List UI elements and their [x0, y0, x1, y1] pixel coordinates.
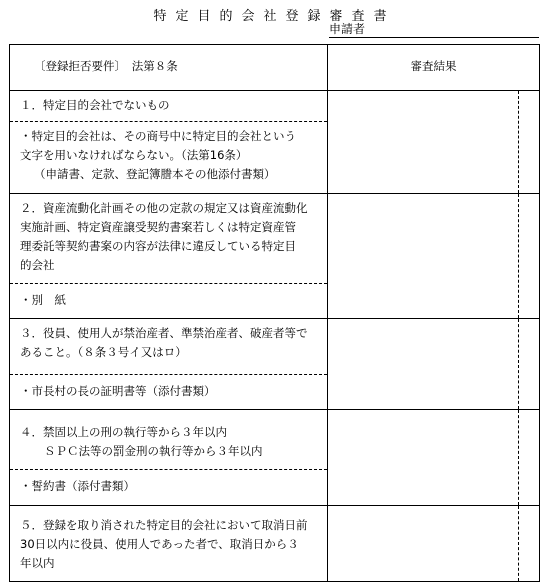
item-5-line-1: ５．登録を取り消された特定目的会社において取消日前	[20, 518, 308, 532]
requirement-row-5	[10, 506, 539, 581]
item-4-sub-line-1: ・誓約書（添付書類）	[20, 479, 135, 493]
applicant-label: 申請者	[329, 22, 539, 38]
item-4-line-1: ４．禁固以上の刑の執行等から３年以内	[20, 425, 227, 439]
table-header-row	[10, 45, 539, 91]
item-1-sub-line-1: ・特定目的会社は、その商号中に特定目的会社という	[20, 129, 296, 143]
row-divider	[10, 374, 327, 375]
item-2-line-4: 的会社	[20, 258, 55, 272]
item-2-line-1: ２．資産流動化計画その他の定款の規定又は資産流動化	[20, 201, 308, 215]
requirement-row-3	[10, 319, 539, 410]
item-1-line-1: １．特定目的会社でないもの	[20, 98, 170, 112]
item-2-line-2: 実施計画、特定資産譲受契約書案若しくは特定資産管	[20, 220, 296, 234]
item-4-line-2: ＳＰＣ法等の罰金刑の執行等から３年以内	[44, 444, 263, 458]
item-2-line-3: 理委託等契約書案の内容が法律に違反している特定目	[20, 239, 296, 253]
item-1-sub-line-2: 文字を用いなければならない。（法第16条）	[20, 148, 248, 162]
requirement-row-1	[10, 91, 539, 194]
row-divider	[10, 121, 327, 122]
item-5-line-3: 年以内	[20, 556, 55, 570]
requirement-row-2	[10, 194, 539, 319]
item-3-line-1: ３．役員、使用人が禁治産者、準禁治産者、破産者等で	[20, 326, 308, 340]
item-3-line-2: あること。（８条３号イ又はロ）	[20, 345, 187, 359]
result-divider	[518, 506, 519, 581]
item-3-sub-line-1: ・市長村の長の証明書等（添付書類）	[20, 384, 216, 398]
item-5-line-2: 30日以内に役員、使用人であった者で、取消日から３	[20, 537, 299, 551]
review-table	[9, 44, 540, 582]
document-title: 特定目的会社登録審査書	[153, 9, 396, 24]
row-divider	[10, 469, 327, 470]
result-divider	[518, 319, 519, 409]
result-header: 審査結果	[410, 59, 457, 73]
requirement-row-4	[10, 410, 539, 506]
result-divider	[518, 194, 519, 318]
result-divider	[518, 91, 519, 193]
row-divider	[10, 283, 327, 284]
item-1-sub-line-3: （申請書、定款、登記簿謄本その他添付書類）	[34, 167, 276, 181]
criteria-header: 〔登録拒否要件〕 法第８条	[34, 59, 178, 73]
item-2-sub-line-1: ・別 紙	[20, 293, 66, 307]
result-divider	[518, 410, 519, 505]
